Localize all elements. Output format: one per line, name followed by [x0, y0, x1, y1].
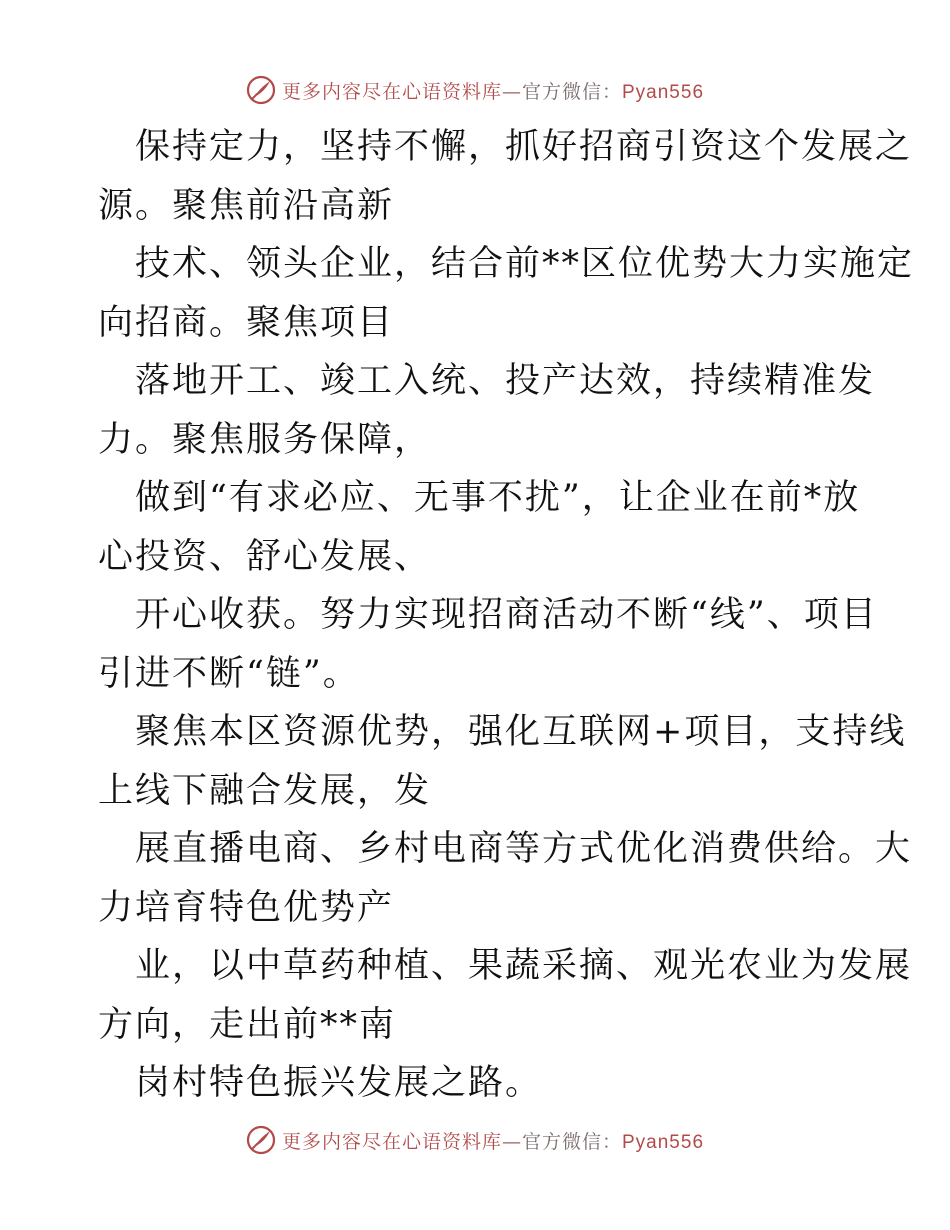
paragraph-line: 业，以中草药种植、果蔬采摘、观光农业为发展 — [135, 946, 913, 986]
paragraph-line: 做到“有求必应、无事不扰”，让企业在前*放 — [135, 478, 861, 518]
watermark-text — [282, 77, 704, 104]
watermark-wechat-id: Pyan556 — [622, 1131, 705, 1153]
paragraph-line: 力。聚焦服务保障， — [98, 419, 432, 460]
watermark-wechat-id: Pyan556 — [622, 81, 705, 103]
paragraph-line: 向招商。聚焦项目 — [98, 302, 395, 343]
quill-pen-logo-icon — [246, 75, 276, 105]
watermark-official-label: 官方微信： — [521, 80, 622, 103]
paragraph-line: 方向，走出前**南 — [98, 1004, 397, 1045]
watermark-separator: — — [501, 80, 522, 103]
paragraph-line: 开心收获。努力实现招商活动不断“线”、项目 — [135, 595, 878, 635]
paragraph-line: 上线下融合发展，发 — [98, 770, 432, 811]
paragraph-line: 技术、领头企业，结合前**区位优势大力实施定 — [135, 244, 915, 284]
paragraph-line: 保持定力，坚持不懈，抓好招商引资这个发展之 — [135, 127, 913, 167]
paragraph-line: 力培育特色优势产 — [98, 887, 395, 928]
paragraph-line: 岗村特色振兴发展之路。 — [135, 1063, 543, 1103]
watermark-brand: 更多内容尽在心语资料库 — [281, 1130, 502, 1153]
footer-watermark — [0, 1120, 950, 1160]
watermark-separator: — — [501, 1130, 522, 1153]
header-watermark — [0, 70, 950, 110]
paragraph-line: 展直播电商、乡村电商等方式优化消费供给。大 — [135, 829, 913, 869]
paragraph-line: 聚焦本区资源优势，强化互联网+项目，支持线 — [135, 712, 907, 752]
paragraph-line: 引进不断“链”。 — [98, 653, 360, 694]
watermark-brand: 更多内容尽在心语资料库 — [281, 80, 502, 103]
paragraph-line: 落地开工、竣工入统、投产达效，持续精准发 — [135, 361, 876, 401]
quill-pen-logo-icon — [246, 1125, 276, 1155]
watermark-text — [282, 1127, 704, 1154]
document-body — [98, 118, 915, 1113]
paragraph-line: 心投资、舒心发展、 — [98, 536, 432, 577]
paragraph-line: 源。聚焦前沿高新 — [98, 185, 395, 226]
watermark-official-label: 官方微信： — [521, 1130, 622, 1153]
